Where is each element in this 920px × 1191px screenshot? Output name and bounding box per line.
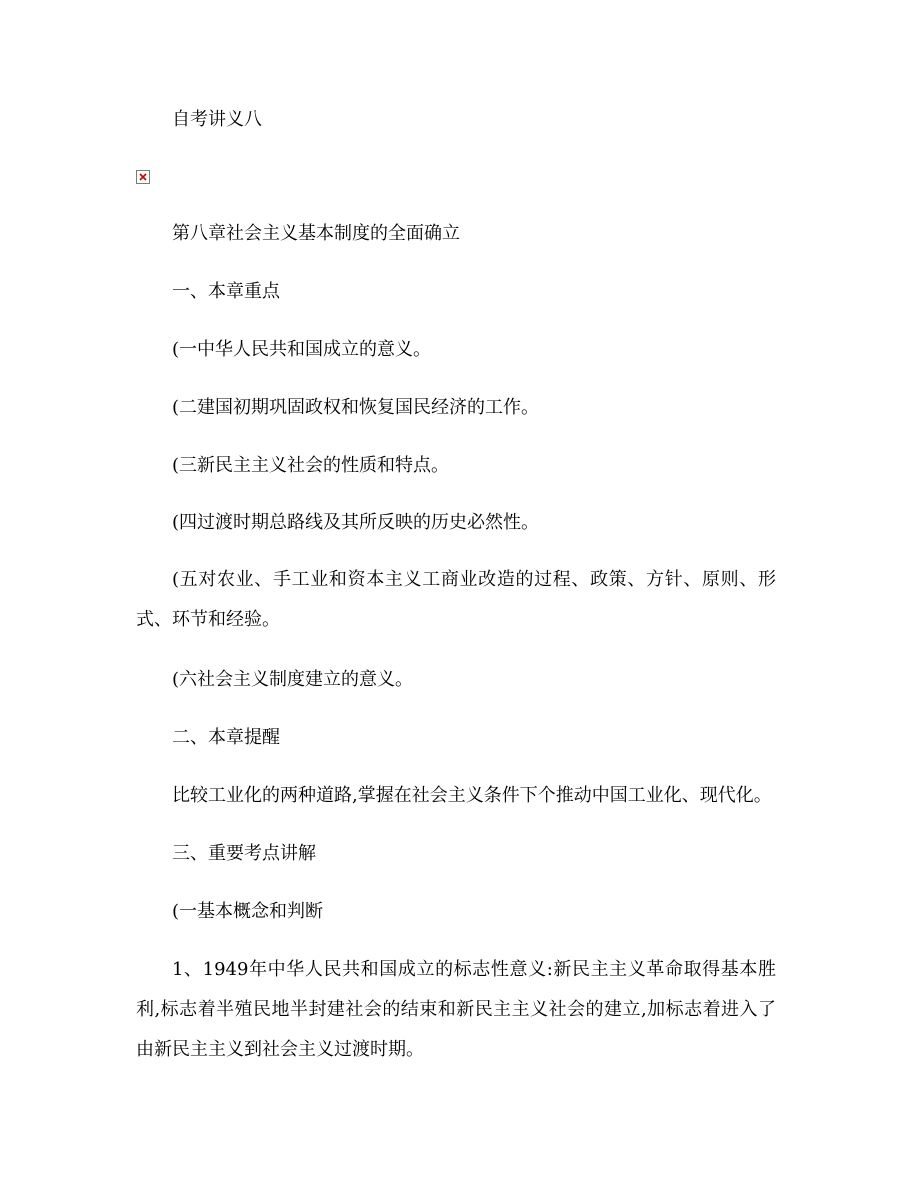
reminder-text: 比较工业化的两种道路,掌握在社会主义条件下个推动中国工业化、现代化。 — [172, 785, 772, 806]
section-heading-key-points: 一、本章重点 — [172, 281, 280, 302]
section-heading-exam-points: 三、重要考点讲解 — [172, 843, 316, 864]
key-point-item: (五对农业、手工业和资本主义工商业改造的过程、政策、方针、原则、形式、环节和经验。 — [136, 569, 776, 630]
key-point-item: (四过渡时期总路线及其所反映的历史必然性。 — [172, 512, 540, 533]
broken-image-icon — [136, 170, 150, 184]
exam-point-paragraph: 1、1949年中华人民共和国成立的标志性意义:新民主主义革命取得基本胜利,标志着半殖民地半封建社会的结束和新民主主义社会的建立,加标志着进入了由新民主主义到社会主义过渡时期。 — [136, 959, 776, 1060]
key-point-item: (六社会主义制度建立的意义。 — [172, 669, 414, 690]
document-title: 自考讲义八 — [172, 109, 262, 130]
key-point-item: (二建国初期巩固政权和恢复国民经济的工作。 — [172, 397, 540, 418]
chapter-title: 第八章社会主义基本制度的全面确立 — [172, 223, 460, 244]
key-point-item: (一中华人民共和国成立的意义。 — [172, 339, 432, 360]
key-point-item: (三新民主主义社会的性质和特点。 — [172, 455, 450, 476]
close-x-icon — [139, 173, 147, 181]
section-heading-reminder: 二、本章提醒 — [172, 727, 280, 748]
subsection-heading: (一基本概念和判断 — [172, 901, 324, 922]
